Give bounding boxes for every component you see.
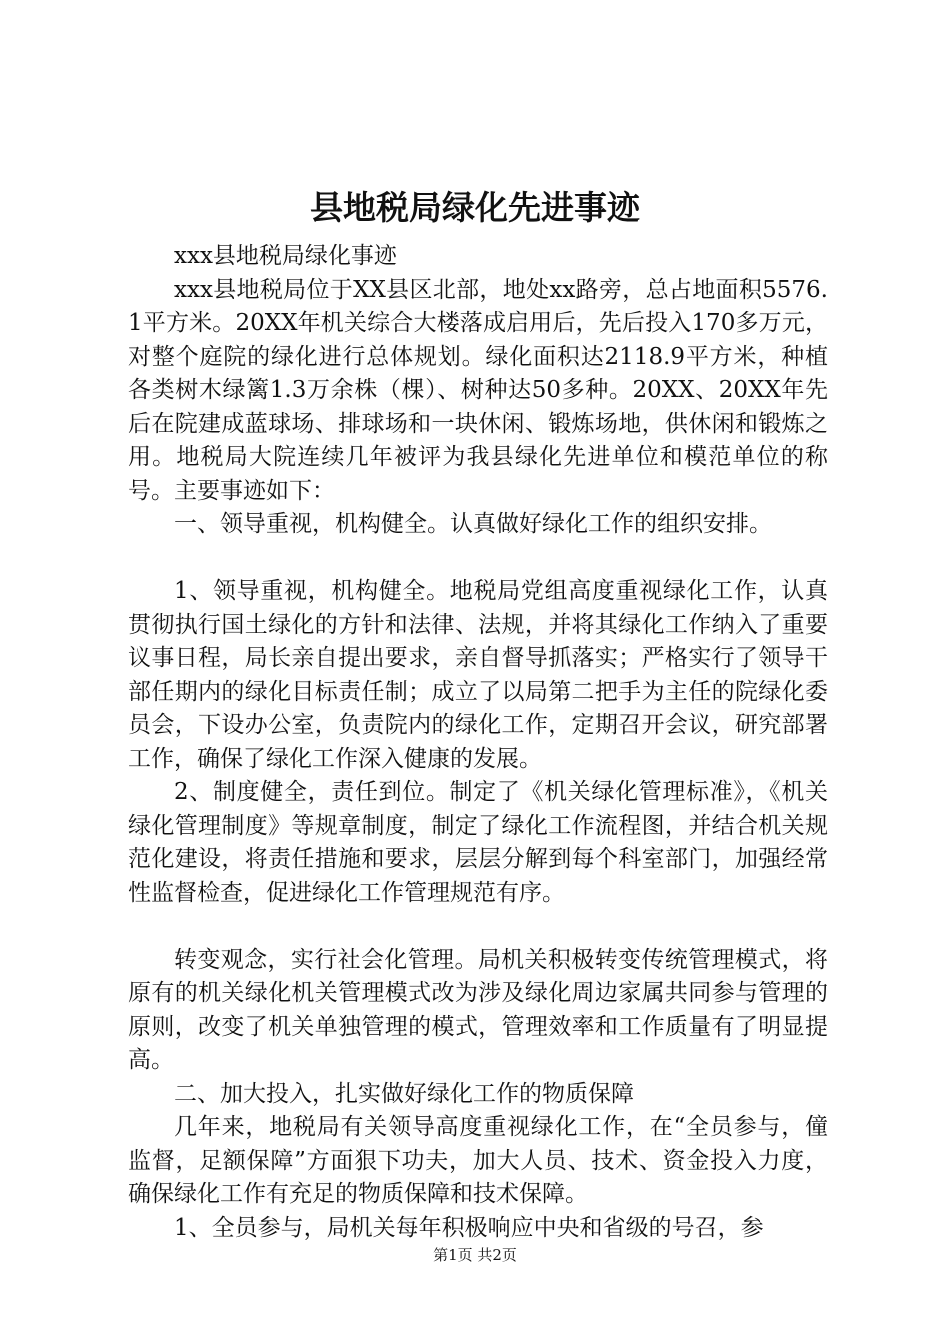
paragraph-system: 2、制度健全，责任到位。制定了《机关绿化管理标准》，《机关绿化管理制度》等规章制度，制定了绿化工作流程图，并结合机关规范化建设，将责任措施和要求，层层分解到每个科室部门，加强经常性监督检查，促进绿化工作管理规范有序。 [128, 779, 828, 906]
paragraph-investment: 几年来，地税局有关领导高度重视绿化工作，在“全员参与，僮监督，足额保障”方面狠下功夫，加大人员、技术、资金投入力度，确保绿化工作有充足的物质保障和技术保障。 [128, 1114, 828, 1207]
paragraph-management: 转变观念，实行社会化管理。局机关积极转变传统管理模式，将原有的机关绿化机关管理模式改为涉及绿化周边家属共同参与管理的原则，改变了机关单独管理的模式，管理效率和工作质量有了明显提高。 [128, 946, 828, 1073]
section-heading-1: 一、领导重视，机构健全。认真做好绿化工作的组织安排。 [174, 511, 772, 537]
paragraph-intro: xxx县地税局位于XX县区北部，地处xx路旁，总占地面积5576.1平方米。20XX年机关综合大楼落成启用后，先后投入170多万元，对整个庭院的绿化进行总体规划。绿化面积达2118.9平方米，种植各类树木绿篱1.3万余株（棵）、树种达50多种。20XX、20XX年先后在院建成蓝球场、排球场和一块休闲、锻炼场地，供休闲和锻炼之用。地税局大院连续几年被评为我县绿化先进单位和模范单位的称号。主要事迹如下： [128, 276, 828, 504]
document-title: 县地税局绿化先进事迹 [310, 188, 640, 227]
document-body [128, 240, 828, 1245]
paragraph-subtitle: xxx县地税局绿化事迹 [174, 243, 397, 269]
paragraph-participation: 1、全员参与，局机关每年积极响应中央和省级的号召，参 [174, 1214, 764, 1241]
paragraph-leadership: 1、领导重视，机构健全。地税局党组高度重视绿化工作，认真贯彻执行国土绿化的方针和法律、法规，并将其绿化工作纳入了重要议事日程，局长亲自提出要求，亲自督导抓落实；严格实行了领导干部任期内的绿化目标责任制；成立了以局第二把手为主任的院绿化委员会，下设办公室，负责院内的绿化工作，定期召开会议，研究部署工作，确保了绿化工作深入健康的发展。 [128, 578, 828, 772]
section-heading-2: 二、加大投入，扎实做好绿化工作的物质保障 [174, 1080, 634, 1107]
page-footer: 第1页 共2页 [433, 1246, 517, 1264]
